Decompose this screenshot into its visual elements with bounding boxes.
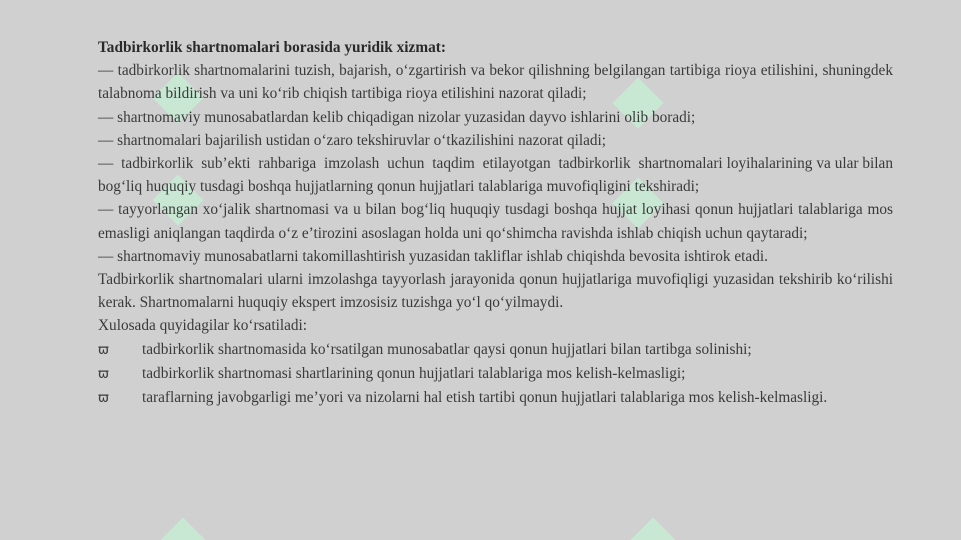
list-item [98, 338, 893, 362]
document-heading: Tadbirkorlik shartnomalari borasida yuridik xizmat: [98, 39, 446, 56]
paragraph: — tadbirkorlik sub’ekti rahbariga imzolash uchun taqdim etilayotgan tadbirkorlik shartnomalari loyihalarining va ular bilan bog‘liq huquqiy tusdagi boshqa hujjatlarning qonun hujjatlari talablariga muvofiqligini tekshiradi; [98, 155, 897, 196]
list-item [98, 386, 893, 410]
paragraph: — shartnomaviy munosabatlardan kelib chiqadigan nizolar yuzasidan dayvo ishlarini olib boradi; [98, 108, 696, 126]
paragraph: Tadbirkorlik shartnomalari ularni imzolashga tayyorlash jarayonida qonun hujjatlariga muvofiqligi yuzasidan tekshirib ko‘rilishi kerak. Shartnomalarni huquqiy ekspert imzosisiz tuzishga yo‘l qo‘yilmaydi. [98, 271, 893, 312]
watermark-diamond [628, 518, 679, 540]
list-item-text: tadbirkorlik shartnomasi shartlarining qonun hujjatlari talablariga mos kelish-kelmasligi; [142, 364, 686, 382]
watermark-diamond [158, 518, 209, 540]
document-body [98, 36, 897, 410]
paragraph: — shartnomalari bajarilish ustidan o‘zaro tekshiruvlar o‘tkazilishini nazorat qiladi; [98, 131, 607, 149]
paragraph: — shartnomaviy munosabatlarni takomillashtirish yuzasidan takliflar ishlab chiqishda bevosita ishtirok etadi. [98, 247, 768, 265]
paragraph: — tadbirkorlik shartnomalarini tuzish, bajarish, o‘zgartirish va bekor qilishning belgilangan tartibiga rioya etilishini, shuningdek talabnoma bildirish va uni ko‘rib chiqish tartibiga rioya etilishini nazorat qiladi; [98, 62, 893, 103]
paragraph: — tayyorlangan xo‘jalik shartnomasi va u bilan bog‘liq huquqiy tusdagi boshqa hujjat loyihasi qonun hujjatlari talablariga mos emasligi aniqlangan taqdirda o‘z e’tirozini asoslagan holda uni qo‘shimcha ravishda ishlab chiqish uchun qaytaradi; [98, 201, 893, 242]
bullet-icon: ϖ [98, 342, 109, 358]
list-item [98, 362, 893, 386]
list-item-text: tadbirkorlik shartnomasida ko‘rsatilgan munosabatlar qaysi qonun hujjatlari bilan tartibga solinishi; [142, 340, 752, 358]
bullet-icon: ϖ [98, 366, 109, 382]
list-item-text: taraflarning javobgarligi me’yori va nizolarni hal etish tartibi qonun hujjatlari talablariga mos kelish-kelmasligi. [142, 389, 828, 407]
paragraph: Xulosada quyidagilar ko‘rsatiladi: [98, 317, 308, 335]
bullet-icon: ϖ [98, 391, 109, 407]
